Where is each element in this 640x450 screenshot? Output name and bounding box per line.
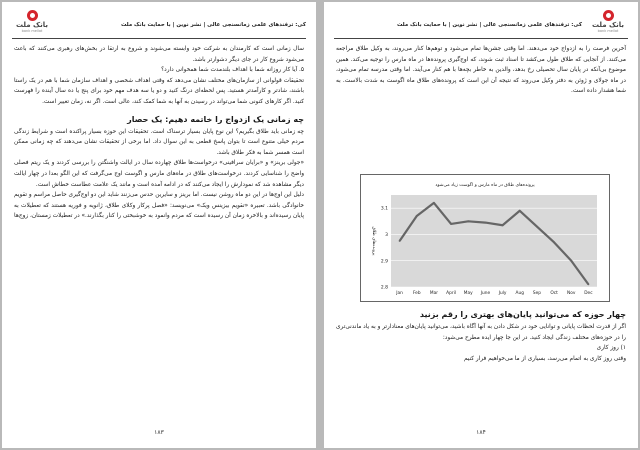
x-tick-label: Aug	[515, 291, 524, 296]
y-tick-label: 3	[385, 233, 388, 239]
section-heading: چهار حوزه که می‌توانید پایان‌های بهتری را رقم بزنید	[419, 310, 626, 319]
page-header	[334, 10, 628, 36]
plot-area	[391, 195, 597, 287]
data-point	[399, 240, 401, 242]
header-title: کی: ترفندهای علمی زمانسنجی عالی | نشر نوین | با حمایت بانک ملت	[120, 22, 306, 28]
x-tick-label: June	[480, 291, 491, 296]
line-chart	[361, 175, 611, 303]
data-point	[450, 223, 452, 225]
x-tick-label: Mar	[429, 291, 438, 296]
bank-logo-icon	[603, 10, 614, 21]
page-body-lower	[336, 308, 626, 364]
paragraph: «جولی برینز» و «برایان سرافینی» درخواست‌ها طلاق چهارده سال در ایالت واشنگتن را بررسی کردند و یک ریتم فصلی واضح را شناسایی کردند. درخواست‌های طلاق در ماه‌های مارس و اگوست اوج می‌گرفت که این الگو بعدا در چهار ایالت دیگر مشاهده شد که نمودارش را ایجاد می‌کنند که در ادامه آمده است و مانند یک علامت عطاست خطاش است.	[14, 160, 304, 188]
header-title: کی: ترفندهای علمی زمانسنجی عالی | نشر نوین | با حمایت بانک ملت	[396, 22, 582, 28]
header-divider	[334, 38, 628, 39]
y-tick-label: 2.9	[380, 259, 388, 265]
paragraph: اگر از قدرت لحظات پایانی و توانایی خود در شکل دادن به آنها آگاه باشید، می‌توانید پایان‌های معنادارتر و به یاد ماندنی‌تری را در حوزه‌های مختلف زندگی ایجاد کنید. در این جا چهار ایده مطرح می‌شود:	[336, 324, 626, 341]
left-page	[2, 2, 316, 448]
x-tick-label: May	[463, 291, 473, 296]
logo-subtext: bank mellat	[21, 29, 43, 33]
x-tick-label: Nov	[567, 291, 576, 296]
data-point	[502, 224, 504, 226]
data-point	[519, 210, 521, 212]
y-axis-label: پرونده‌های طلاق	[371, 226, 376, 256]
header-divider	[12, 38, 306, 39]
paragraph: دلیل این اوج‌ها در این دو ماه روشن نیست. اما برینز و سایرین حدس می‌زنند شاید این دو اوج‌گیری حاصل مراسم و تقویم خانوادگی باشد. تعبیره «تقویم بیزینس ویک» می‌نویسد: «فصل پرکار وکلای طلاق، ژانویه و فوریه هستند که تعطیلات به پایان رسیده‌اند و بالاخره زمان آن رسیده است که مردم وانمود به خوشبختی را کنار بگذارند.» در تعطیلات زمستان، زوج‌ها	[14, 192, 304, 220]
bank-logo	[588, 10, 628, 36]
paragraph: آخرین فرصت را به ازدواج خود می‌دهند. اما وقتی جشن‌ها تمام می‌شود و توهم‌ها کنار می‌روند، به وکیل طلاق مراجعه می‌کنند. از آنجایی که طلاق طول می‌کشد تا اسناد ثبت شوند، که اوج‌گیری پرونده‌ها در ماه مارس را توجیه می‌کند. همین موضوع بی‌آنکه در پایان سال تحصیلی رخ بدهد، والدین به خاطر بچه‌ها با هم کنار می‌آیند. اما وقتی مدرسه تمام می‌شود، در ماه جولای و ژوئن به دفتر وکیل می‌روند که نتیجه آن این است که پرونده‌های طلاق ماه اگوست به شدت بالاست. به شما هشدار داده است.	[336, 46, 626, 95]
page-number: ۱۸۴	[476, 429, 486, 436]
right-page	[324, 2, 638, 448]
data-point	[416, 215, 418, 217]
page-body	[14, 44, 304, 222]
chart-figure	[360, 174, 610, 302]
question-item: ۵. آیا کار روزانه شما با اهداف بلندمدت شما همخوانی دارد؟	[161, 67, 304, 74]
y-tick-label: 3.1	[380, 206, 388, 212]
page-body	[336, 44, 626, 97]
paragraph: سال زمانی است که کارمندان به شرکت خود وابسته می‌شوند و شروع به ارتقا در بخش‌های رهبری می‌کنند که باعث می‌شود شروع کار در جای دیگر دشوارتر باشد.	[14, 46, 304, 63]
page-header	[12, 10, 306, 36]
data-point	[570, 260, 572, 262]
data-point	[553, 241, 555, 243]
list-item: ۱) روز کاری	[596, 345, 626, 352]
paragraph: چه زمانی باید طلاق بگیریم؟ این نوع پایان بسیار ترسناک است. تحقیقات این حوزه بسیار پراکنده است و شرایط زندگی مردم خیلی متنوع است تا بتوان پاسخ قطعی به این سوال داد. اما برخی از تحقیقات نشان می‌دهند که چه زمانی ممکن است همسر شما به فکر طلاق باشد.	[14, 128, 304, 156]
x-tick-label: Feb	[412, 291, 421, 296]
chart-title: پرونده‌های طلاق در ماه مارس و اگوست زیاد می‌شود	[435, 183, 535, 188]
x-tick-label: Jan	[396, 291, 403, 296]
x-tick-label: Dec	[584, 291, 593, 296]
data-point	[433, 202, 435, 204]
x-tick-label: April	[446, 291, 456, 296]
x-tick-label: July	[498, 291, 507, 296]
bank-logo-icon	[27, 10, 38, 21]
paragraph: وقتی روز کاری به اتمام می‌رسد، بسیاری از ما می‌خواهیم فرار کنیم	[463, 355, 626, 362]
data-point	[536, 226, 538, 228]
data-point	[588, 283, 590, 285]
bank-logo	[12, 10, 52, 36]
logo-text: بانک ملت	[15, 21, 49, 29]
section-heading: چه زمانی یک ازدواج را خاتمه دهیم: یک حصار	[127, 114, 304, 124]
data-point	[467, 220, 469, 222]
logo-text: بانک ملت	[591, 21, 625, 29]
logo-subtext: bank mellat	[597, 29, 619, 33]
x-tick-label: Sep	[532, 291, 541, 296]
data-point	[485, 222, 487, 224]
y-tick-label: 2.8	[380, 285, 388, 291]
paragraph: تحقیقات قولوانی از سازمان‌های مختلف نشان می‌دهد که وقتی اهداف شخصی و اهداف سازمان شما با هم در یک راستا باشند، شادتر و کارآمدتر هستید. پس لحظه‌ای درنگ کنید و دو یا سه هدف مهم خود برای پنج یا ده سال آینده را فهرست کنید. اگر کارهای کنونی شما می‌تواند در رسیدن به آنها به شما کمک کند، عالی است. اگر نه، زمان تغییر است.	[14, 77, 304, 105]
page-number: ۱۸۳	[154, 429, 164, 436]
x-tick-label: Oct	[550, 291, 558, 296]
